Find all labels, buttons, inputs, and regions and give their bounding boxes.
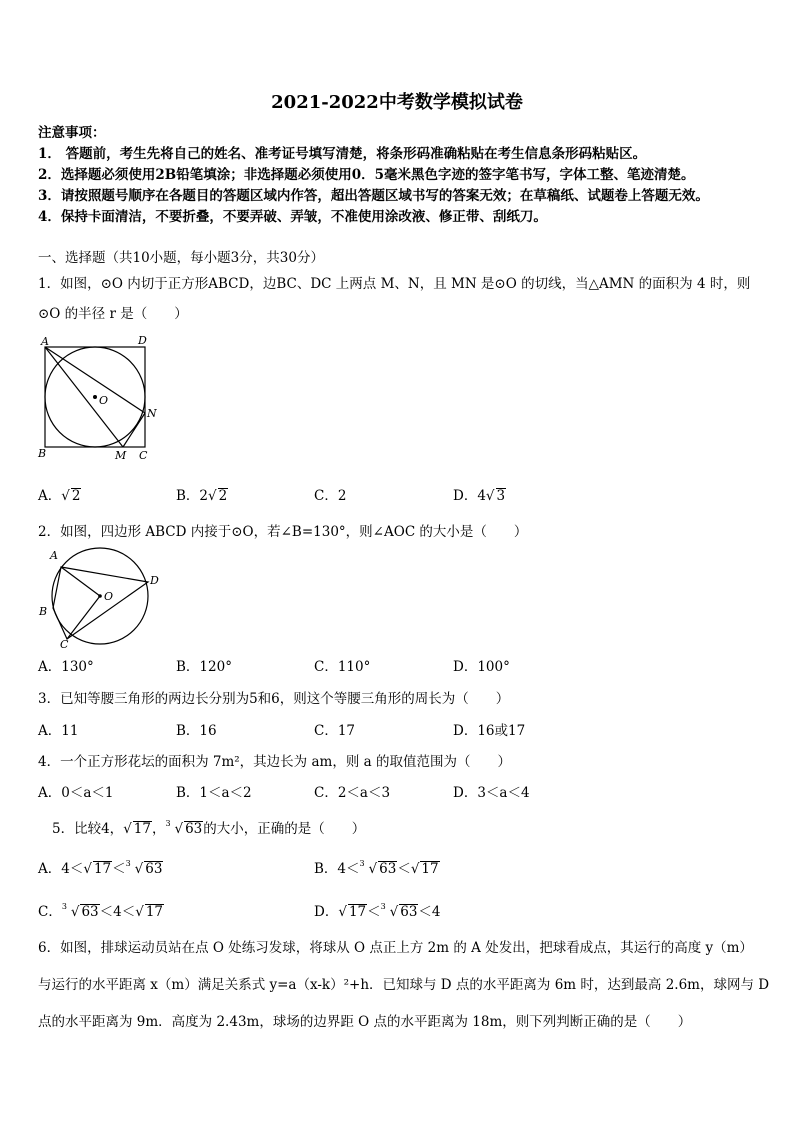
q1-label-b: B bbox=[38, 447, 47, 460]
q1-label-a: A bbox=[41, 335, 49, 348]
q5-option-d[interactable]: D．√ 17＜ 3 √ 63＜4 bbox=[314, 902, 441, 920]
notice-heading: 注意事项： bbox=[38, 125, 106, 141]
q1-option-b[interactable]: B．2√ 2 bbox=[176, 488, 228, 504]
q6-stem-line3: 点的水平距离为 9m．高度为 2.43m，球场的边界距 O 点的水平距离为 18m，则下列判断正确的是（ ） bbox=[38, 1014, 692, 1030]
page-title: 2021-2022中考数学模拟试卷 bbox=[271, 92, 523, 113]
q2-label-a: A bbox=[50, 549, 58, 562]
q2-label-b: B bbox=[39, 605, 48, 618]
q1-option-c[interactable]: C．2 bbox=[314, 488, 347, 504]
q3-option-b[interactable]: B．16 bbox=[176, 723, 217, 739]
q4-option-b[interactable]: B．1＜a＜2 bbox=[176, 785, 252, 801]
q2-label-c: C bbox=[60, 638, 69, 650]
q2-option-d[interactable]: D．100° bbox=[453, 659, 510, 675]
q6-stem-line1: 6．如图，排球运动员站在点 O 处练习发球，将球从 O 点正上方 2m 的 A 处发出，把球看成点，其运行的高度 y（m） bbox=[38, 940, 753, 956]
q1-label-o: O bbox=[99, 394, 109, 407]
q2-label-d: D bbox=[150, 574, 159, 587]
q2-label-o: O bbox=[104, 590, 114, 603]
q3-stem: 3．已知等腰三角形的两边长分别为5和6，则这个等腰三角形的周长为（ ） bbox=[38, 691, 510, 707]
q1-option-d[interactable]: D．4√ 3 bbox=[453, 488, 506, 504]
q1-option-a[interactable]: A．√ 2 bbox=[38, 488, 81, 504]
q2-option-c[interactable]: C．110° bbox=[314, 659, 371, 675]
q4-option-c[interactable]: C．2＜a＜3 bbox=[314, 785, 391, 801]
q5-stem: 5．比较4，√ 17， 3 √ 63的大小，正确的是（ ） bbox=[52, 819, 366, 837]
q4-option-d[interactable]: D．3＜a＜4 bbox=[453, 785, 530, 801]
q2-option-a[interactable]: A．130° bbox=[38, 659, 94, 675]
notice-item-3: 3．请按照题号顺序在各题目的答题区域内作答，超出答题区域书写的答案无效；在草稿纸、试题卷上答题无效。 bbox=[38, 188, 709, 204]
q5-option-c[interactable]: C． 3 √ 63＜4＜√ 17 bbox=[38, 902, 164, 920]
q3-option-a[interactable]: A．11 bbox=[38, 723, 79, 739]
q5-option-a[interactable]: A．4＜√ 17＜ 3 √ 63 bbox=[38, 859, 163, 877]
q1-label-c: C bbox=[139, 449, 148, 462]
q4-option-a[interactable]: A．0＜a＜1 bbox=[38, 785, 114, 801]
q2-option-b[interactable]: B．120° bbox=[176, 659, 232, 675]
notice-item-4: 4．保持卡面清洁，不要折叠，不要弄破、弄皱，不准使用涂改液、修正带、刮纸刀。 bbox=[38, 209, 547, 225]
q3-option-c[interactable]: C．17 bbox=[314, 723, 356, 739]
section-heading: 一、选择题（共10小题，每小题3分，共30分） bbox=[38, 250, 324, 266]
q2-stem: 2．如图，四边形 ABCD 内接于⊙O，若∠B=130°，则∠AOC 的大小是（ ） bbox=[38, 524, 528, 540]
q6-stem-line2: 与运行的水平距离 x（m）满足关系式 y=a（x-k）²+h．已知球与 D 点的水平距离为 6m 时，达到最高 2.6m，球网与 D bbox=[38, 977, 770, 993]
q5-option-b[interactable]: B．4＜ 3 √ 63＜√ 17 bbox=[314, 859, 439, 877]
q2-figure bbox=[34, 545, 164, 650]
q1-figure bbox=[36, 333, 166, 463]
q1-stem-line1: 1．如图，⊙O 内切于正方形ABCD，边BC、DC 上两点 M、N，且 MN 是⊙O 的切线，当△AMN 的面积为 4 时，则 bbox=[38, 276, 751, 292]
q1-label-m: M bbox=[115, 449, 127, 462]
notice-item-1: 1． 答题前，考生先将自己的姓名、准考证号填写清楚，将条形码准确粘贴在考生信息条形码粘贴区。 bbox=[38, 146, 647, 162]
q4-stem: 4．一个正方形花坛的面积为 7m²，其边长为 am，则 a 的取值范围为（ ） bbox=[38, 754, 511, 770]
q1-label-n: N bbox=[147, 407, 157, 420]
q1-label-d: D bbox=[138, 334, 147, 347]
q3-option-d[interactable]: D．16或17 bbox=[453, 723, 526, 739]
q1-stem-line2: ⊙O 的半径 r 是（ ） bbox=[38, 306, 188, 322]
notice-item-2: 2．选择题必须使用2B铅笔填涂；非选择题必须使用0．5毫米黑色字迹的签字笔书写，字体工整、笔迹清楚。 bbox=[38, 167, 695, 183]
